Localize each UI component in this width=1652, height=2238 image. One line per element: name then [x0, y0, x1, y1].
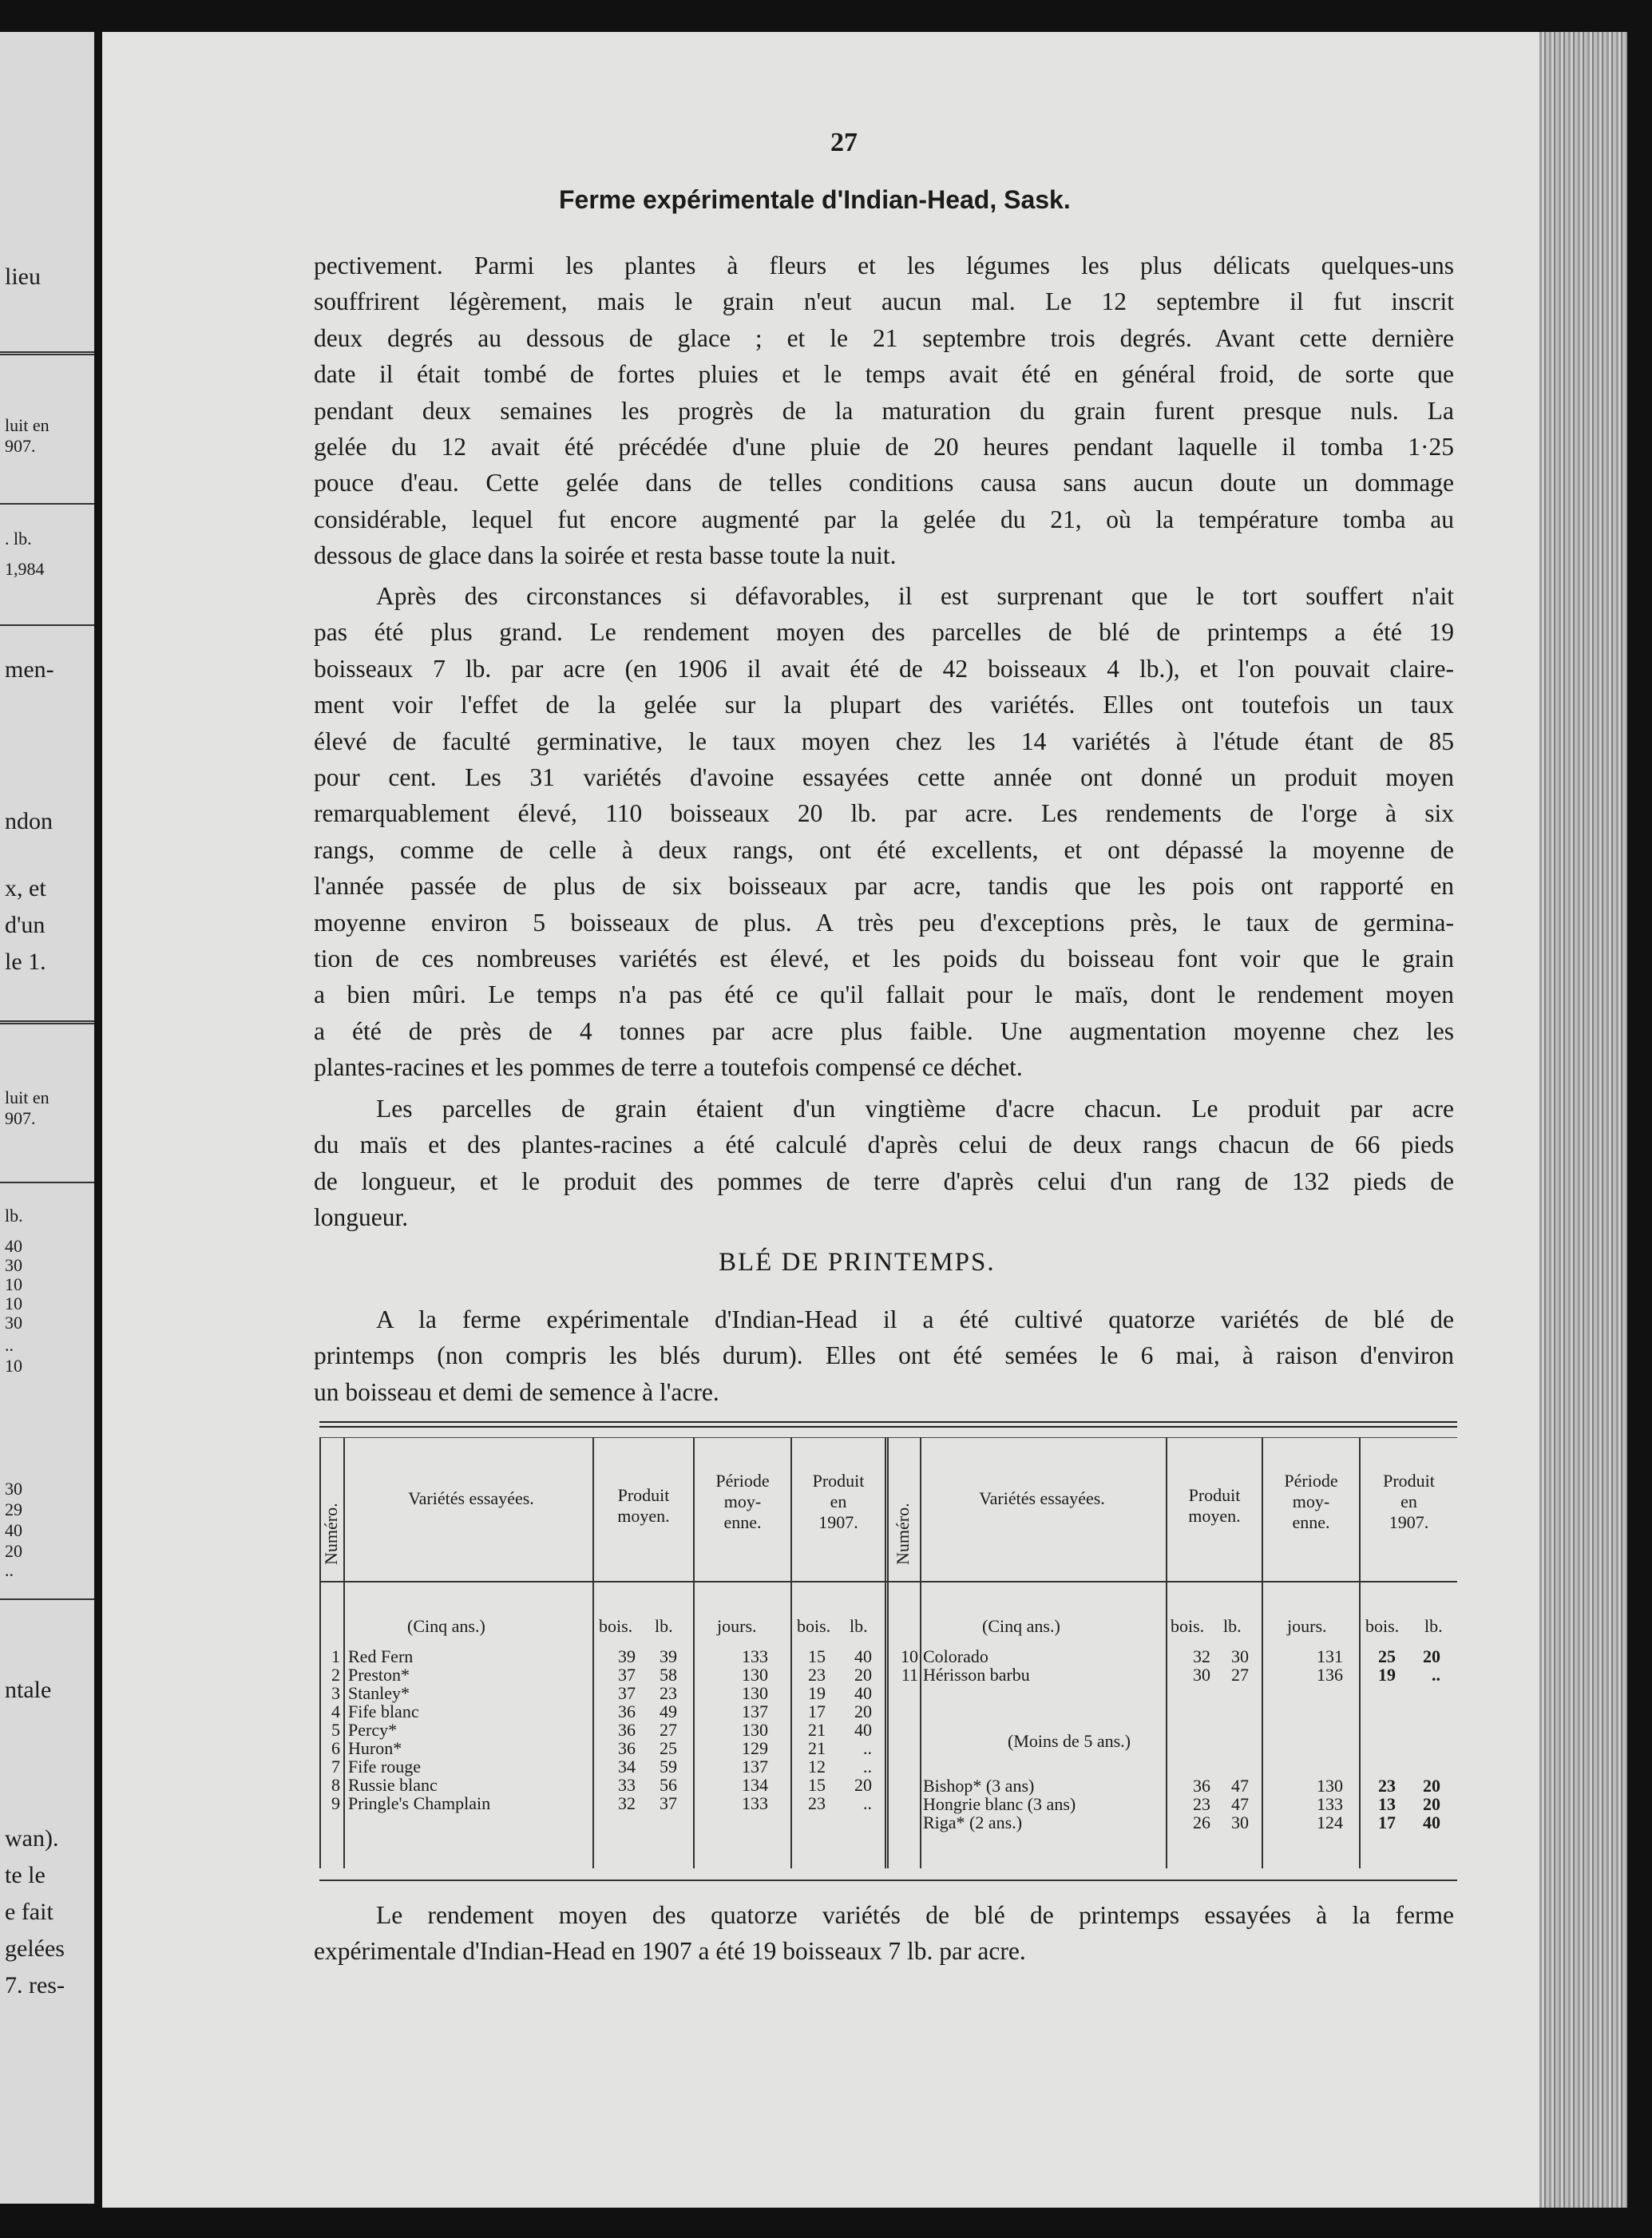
table-cell: 19	[808, 1683, 826, 1703]
table-cell: 21	[808, 1738, 826, 1758]
table-cell: 30	[1231, 1646, 1249, 1666]
table-cell: ..	[1432, 1665, 1440, 1685]
table-top-rule	[319, 1421, 1457, 1423]
table-cell: Red Fern	[348, 1646, 414, 1666]
left-text: 10	[5, 1356, 22, 1376]
table-cell: 15	[808, 1646, 826, 1666]
table-cell: 32	[1193, 1646, 1210, 1666]
left-rule	[0, 503, 94, 505]
text-line: deux degrés au dessous de glace ; et le 21 septembre trois degrés. Avant cette dernière	[314, 323, 1454, 352]
text-line: de longueur, et le produit des pommes de terre d'après celui d'un rang de 132 pieds de	[314, 1167, 1454, 1195]
col-line	[343, 1437, 345, 1868]
table-cell: 58	[660, 1665, 677, 1685]
table-cell: Hongrie blanc (3 ans)	[923, 1794, 1076, 1814]
table-cell: 13	[1378, 1794, 1396, 1814]
table-cell: 40	[854, 1646, 872, 1666]
page-edge-stack	[1539, 32, 1627, 2208]
table-cell: 19	[1378, 1665, 1396, 1685]
header-produit-1907: Produit en 1907.	[812, 1471, 865, 1532]
header-numero: Numéro.	[321, 1503, 341, 1565]
left-text: 29	[5, 1499, 22, 1519]
table-cell: 124	[1317, 1812, 1343, 1832]
table-cell: 20	[1423, 1794, 1440, 1814]
table-cell: 7	[331, 1757, 340, 1777]
left-text: ..	[5, 1560, 14, 1580]
table-cell: 49	[660, 1701, 677, 1721]
left-text: luit en	[5, 415, 50, 435]
table-cell: 40	[854, 1720, 872, 1740]
left-text: 1,984	[5, 559, 45, 579]
unit-lb: lb.	[655, 1616, 673, 1636]
left-text: e fait	[5, 1899, 53, 1925]
table-cell: 133	[1317, 1794, 1343, 1814]
table-cell: 25	[660, 1738, 677, 1758]
table-cell: 37	[618, 1665, 636, 1685]
text-line: du maïs et des plantes-racines a été calculé d'après celui de deux rangs chacun de 66 pieds	[314, 1131, 1454, 1159]
header-produit-moyen: Produit moyen.	[1188, 1485, 1241, 1526]
table-cell: 36	[618, 1701, 636, 1721]
left-text: 20	[5, 1541, 22, 1561]
left-text: 40	[5, 1520, 22, 1540]
table-cell: 40	[1423, 1812, 1440, 1832]
left-text: lb.	[5, 1206, 23, 1226]
table-cell: 130	[742, 1665, 768, 1685]
left-text: x, et	[5, 875, 46, 901]
table-cell: 12	[808, 1757, 826, 1777]
table-cell: 20	[1423, 1776, 1440, 1796]
table-cell: 23	[1378, 1776, 1396, 1796]
table-cell: 30	[1193, 1665, 1210, 1685]
table-cell: 137	[742, 1701, 768, 1721]
header-numero: Numéro.	[893, 1503, 913, 1565]
table-cell: 56	[660, 1775, 677, 1795]
table-cell: ..	[863, 1757, 872, 1777]
table-cell: 36	[618, 1738, 636, 1758]
table-cell: 2	[331, 1665, 340, 1685]
table-cell: Colorado	[923, 1646, 988, 1666]
text-line: gelée du 12 avait été précédée d'une pluie de 20 heures pendant laquelle il tomba 1·25	[314, 432, 1454, 461]
table-cell: ..	[863, 1738, 872, 1758]
table-cell: 6	[331, 1738, 340, 1758]
text-line: A la ferme expérimentale d'Indian-Head il a été cultivé quatorze variétés de blé de	[376, 1305, 1454, 1333]
text-line: remarquablement élevé, 110 boisseaux 20 lb. par acre. Les rendements de l'orge à six	[314, 799, 1454, 828]
unit-bois: bois.	[797, 1616, 831, 1636]
table-cell: Huron*	[348, 1738, 402, 1758]
table-cell: 129	[742, 1738, 768, 1758]
running-head: Ferme expérimentale d'Indian-Head, Sask.	[559, 185, 1071, 214]
table-cell: 133	[742, 1646, 768, 1666]
text-line: pas été plus grand. Le rendement moyen des parcelles de blé de printemps a été 19	[314, 618, 1454, 647]
table-cell: 33	[618, 1775, 636, 1795]
unit-jours: jours.	[717, 1616, 757, 1636]
table-cell: 27	[1231, 1665, 1249, 1685]
left-text: 30	[5, 1313, 22, 1333]
table-cell: ..	[863, 1793, 872, 1813]
table-cell: 11	[901, 1665, 918, 1685]
left-text: ..	[5, 1335, 14, 1355]
left-rule	[0, 624, 94, 626]
paragraph-plots	[314, 1091, 1454, 1236]
text-line: tion de ces nombreuses variétés est élevé, et les poids du boisseau font voir que le grain	[314, 944, 1454, 972]
left-text: men-	[5, 656, 54, 683]
paragraph-frost	[314, 248, 1454, 574]
table-cell: Pringle's Champlain	[348, 1793, 491, 1813]
left-text: ndon	[5, 808, 53, 834]
header-varietes: Variétés essayées.	[408, 1488, 534, 1508]
left-text: 907.	[5, 1108, 36, 1128]
table-cell: 23	[660, 1683, 677, 1703]
table-cell: 25	[1378, 1646, 1396, 1666]
header-produit-moyen: Produit moyen.	[617, 1485, 670, 1526]
table-cell: 1	[331, 1646, 340, 1666]
page-number: 27	[830, 128, 858, 157]
table-cell: 40	[854, 1683, 872, 1703]
unit-lb: lb.	[1223, 1616, 1242, 1636]
table-cell: 4	[331, 1701, 340, 1721]
table-cell: 20	[854, 1665, 872, 1685]
group-label: (Cinq ans.)	[982, 1616, 1060, 1636]
left-text: le 1.	[5, 949, 46, 975]
left-text: 7. res-	[5, 1972, 65, 1998]
unit-jours: jours.	[1287, 1616, 1327, 1636]
text-line: dessous de glace dans la soirée et resta basse toute la nuit.	[314, 541, 897, 570]
table-cell: 39	[660, 1646, 677, 1666]
header-periode: Période moy- enne.	[1284, 1471, 1338, 1532]
left-text: wan).	[5, 1825, 59, 1852]
table-cell: Riga* (2 ans.)	[923, 1812, 1023, 1832]
left-text: lieu	[5, 263, 41, 290]
text-line: élevé de faculté germinative, le taux moyen chez les 14 variétés à l'étude étant de 85	[314, 727, 1454, 755]
table-cell: 59	[660, 1757, 677, 1777]
summary-paragraph	[314, 1897, 1454, 1970]
text-line: a été de près de 4 tonnes par acre plus faible. Une augmentation moyenne chez les	[314, 1016, 1454, 1045]
table-cell: Fife rouge	[348, 1757, 422, 1777]
text-line: date il était tombé de fortes pluies et le temps avait été en général froid, de sorte que	[314, 360, 1454, 389]
left-text: 30	[5, 1479, 22, 1499]
col-line	[920, 1437, 921, 1868]
left-page-fragment	[0, 32, 94, 2204]
text-line: pectivement. Parmi les plantes à fleurs et les légumes les plus délicats quelques-uns	[314, 252, 1454, 279]
table-cell: 20	[854, 1701, 872, 1721]
text-line: considérable, lequel fut encore augmenté par la gelée du 21, où la température tomba au	[314, 505, 1454, 533]
table-cell: Preston*	[348, 1665, 410, 1685]
section-title: BLÉ DE PRINTEMPS.	[719, 1248, 996, 1277]
table-cell: 10	[901, 1646, 918, 1666]
table-cell: 8	[331, 1775, 340, 1795]
left-rule	[0, 1182, 94, 1183]
table-cell: 23	[808, 1793, 826, 1813]
table-cell: 21	[808, 1720, 826, 1740]
table-cell: 39	[618, 1646, 636, 1666]
left-text: d'un	[5, 912, 46, 938]
table-cell: 9	[331, 1793, 340, 1813]
left-text: 30	[5, 1255, 22, 1275]
table-top-rule	[319, 1426, 1457, 1428]
table-cell: 37	[618, 1683, 636, 1703]
text-line: a bien mûri. Le temps n'a pas été ce qu'il fallait pour le maïs, dont le rendement moyen	[314, 980, 1454, 1009]
unit-lb: lb.	[850, 1616, 868, 1636]
paragraph-yields	[314, 578, 1454, 1085]
table-cell: Bishop* (3 ans)	[923, 1776, 1035, 1796]
table-cell: 20	[1423, 1646, 1440, 1666]
table-cell: Russie blanc	[348, 1775, 438, 1795]
text-line: pendant deux semaines les progrès de la maturation du grain furent presque nuls. La	[314, 396, 1454, 425]
table-cell: 36	[1193, 1776, 1210, 1796]
text-line: Le rendement moyen des quatorze variétés de blé de printemps essayées à la ferme	[376, 1901, 1454, 1929]
table-cell: 15	[808, 1775, 826, 1795]
left-text: te le	[5, 1862, 46, 1888]
table-cell: 47	[1231, 1776, 1249, 1796]
table-cell: Hérisson barbu	[923, 1665, 1030, 1685]
text-line: ment voir l'effet de la gelée sur la plupart des variétés. Elles ont toutefois un taux	[314, 691, 1454, 719]
yield-table	[319, 1421, 1457, 1884]
table-cell: 134	[742, 1775, 768, 1795]
table-cell: 3	[331, 1683, 340, 1703]
left-text: gelées	[5, 1935, 65, 1962]
text-line: pouce d'eau. Cette gelée dans de telles conditions causa sans aucun doute un dommage	[314, 469, 1454, 497]
unit-bois: bois.	[599, 1616, 633, 1636]
text-line: un boisseau et demi de semence à l'acre.	[314, 1377, 719, 1406]
text-line: plantes-racines et les pommes de terre a toutefois compensé ce déchet.	[314, 1053, 1023, 1082]
unit-bois: bois.	[1171, 1616, 1205, 1636]
table-cell: 23	[1193, 1794, 1210, 1814]
text-line: Après des circonstances si défavorables, il est surprenant que le tort souffert n'ait	[376, 582, 1454, 610]
table-cell: 131	[1317, 1646, 1343, 1666]
table-cell: 133	[742, 1793, 768, 1813]
table-cell: 47	[1231, 1794, 1249, 1814]
table-cell: 36	[618, 1720, 636, 1740]
paragraph-spring-wheat	[314, 1301, 1454, 1410]
left-text: 907.	[5, 436, 36, 456]
table-cell: 37	[660, 1793, 677, 1813]
table-cell: Stanley*	[348, 1683, 410, 1703]
table-cell: 130	[1317, 1776, 1343, 1796]
table-cell: 136	[1317, 1665, 1343, 1685]
subgroup-label: (Moins de 5 ans.)	[1008, 1731, 1131, 1751]
unit-lb: lb.	[1424, 1616, 1443, 1636]
text-line: expérimentale d'Indian-Head en 1907 a été 19 boisseaux 7 lb. par acre.	[314, 1937, 1026, 1966]
header-produit-1907: Produit en 1907.	[1383, 1471, 1435, 1532]
table-cell: 26	[1193, 1812, 1210, 1832]
left-rule	[0, 351, 94, 355]
left-text: ntale	[5, 1677, 52, 1703]
table-cell: 17	[808, 1701, 826, 1721]
table-cell: 23	[808, 1665, 826, 1685]
left-rule	[0, 1598, 94, 1600]
text-line: printemps (non compris les blés durum). Elles ont été semées le 6 mai, à raison d'environ	[314, 1341, 1454, 1370]
text-line: rangs, comme de celle à deux rangs, ont été excellents, et ont dépassé la moyenne de	[314, 835, 1454, 864]
text-line: boisseaux 7 lb. par acre (en 1906 il avait été de 42 boisseaux 4 lb.), et l'on pouvait claire-	[314, 654, 1454, 683]
unit-bois: bois.	[1365, 1616, 1400, 1636]
table-cell: 27	[660, 1720, 677, 1740]
table-cell: 130	[742, 1720, 768, 1740]
left-rule	[0, 1020, 94, 1024]
group-label: (Cinq ans.)	[407, 1616, 485, 1636]
table-cell: 30	[1231, 1812, 1249, 1832]
text-line: l'année passée de plus de six boisseaux par acre, tandis que les pois ont rapporté en	[314, 872, 1454, 901]
table-cell: 34	[618, 1757, 636, 1777]
left-text: . lb.	[5, 529, 32, 549]
text-line: moyenne environ 5 boisseaux de plus. A très peu d'exceptions près, le taux de germina-	[314, 908, 1454, 937]
text-line: longueur.	[314, 1203, 409, 1232]
table-bottom-rule	[319, 1880, 1457, 1881]
table-cell: 137	[742, 1757, 768, 1777]
table-cell: 130	[742, 1683, 768, 1703]
text-line: souffrirent légèrement, mais le grain n'eut aucun mal. Le 12 septembre il fut inscrit	[314, 287, 1454, 316]
left-text: 10	[5, 1274, 22, 1294]
left-text: 10	[5, 1293, 22, 1313]
table-cell: 5	[331, 1720, 340, 1740]
left-text: luit en	[5, 1087, 50, 1107]
text-line: Les parcelles de grain étaient d'un vingtième d'acre chacun. Le produit par acre	[376, 1095, 1454, 1123]
table-cell: Percy*	[348, 1720, 398, 1740]
header-varietes: Variétés essayées.	[979, 1488, 1105, 1508]
table-cell: 32	[618, 1793, 636, 1813]
table-cell: 20	[854, 1775, 872, 1795]
header-periode: Période moy- enne.	[715, 1471, 770, 1532]
left-text: 40	[5, 1236, 22, 1256]
text-line: pour cent. Les 31 variétés d'avoine essayées cette année ont donné un produit moyen	[314, 763, 1454, 791]
table-cell: 17	[1378, 1812, 1396, 1832]
table-cell: Fife blanc	[348, 1701, 419, 1721]
